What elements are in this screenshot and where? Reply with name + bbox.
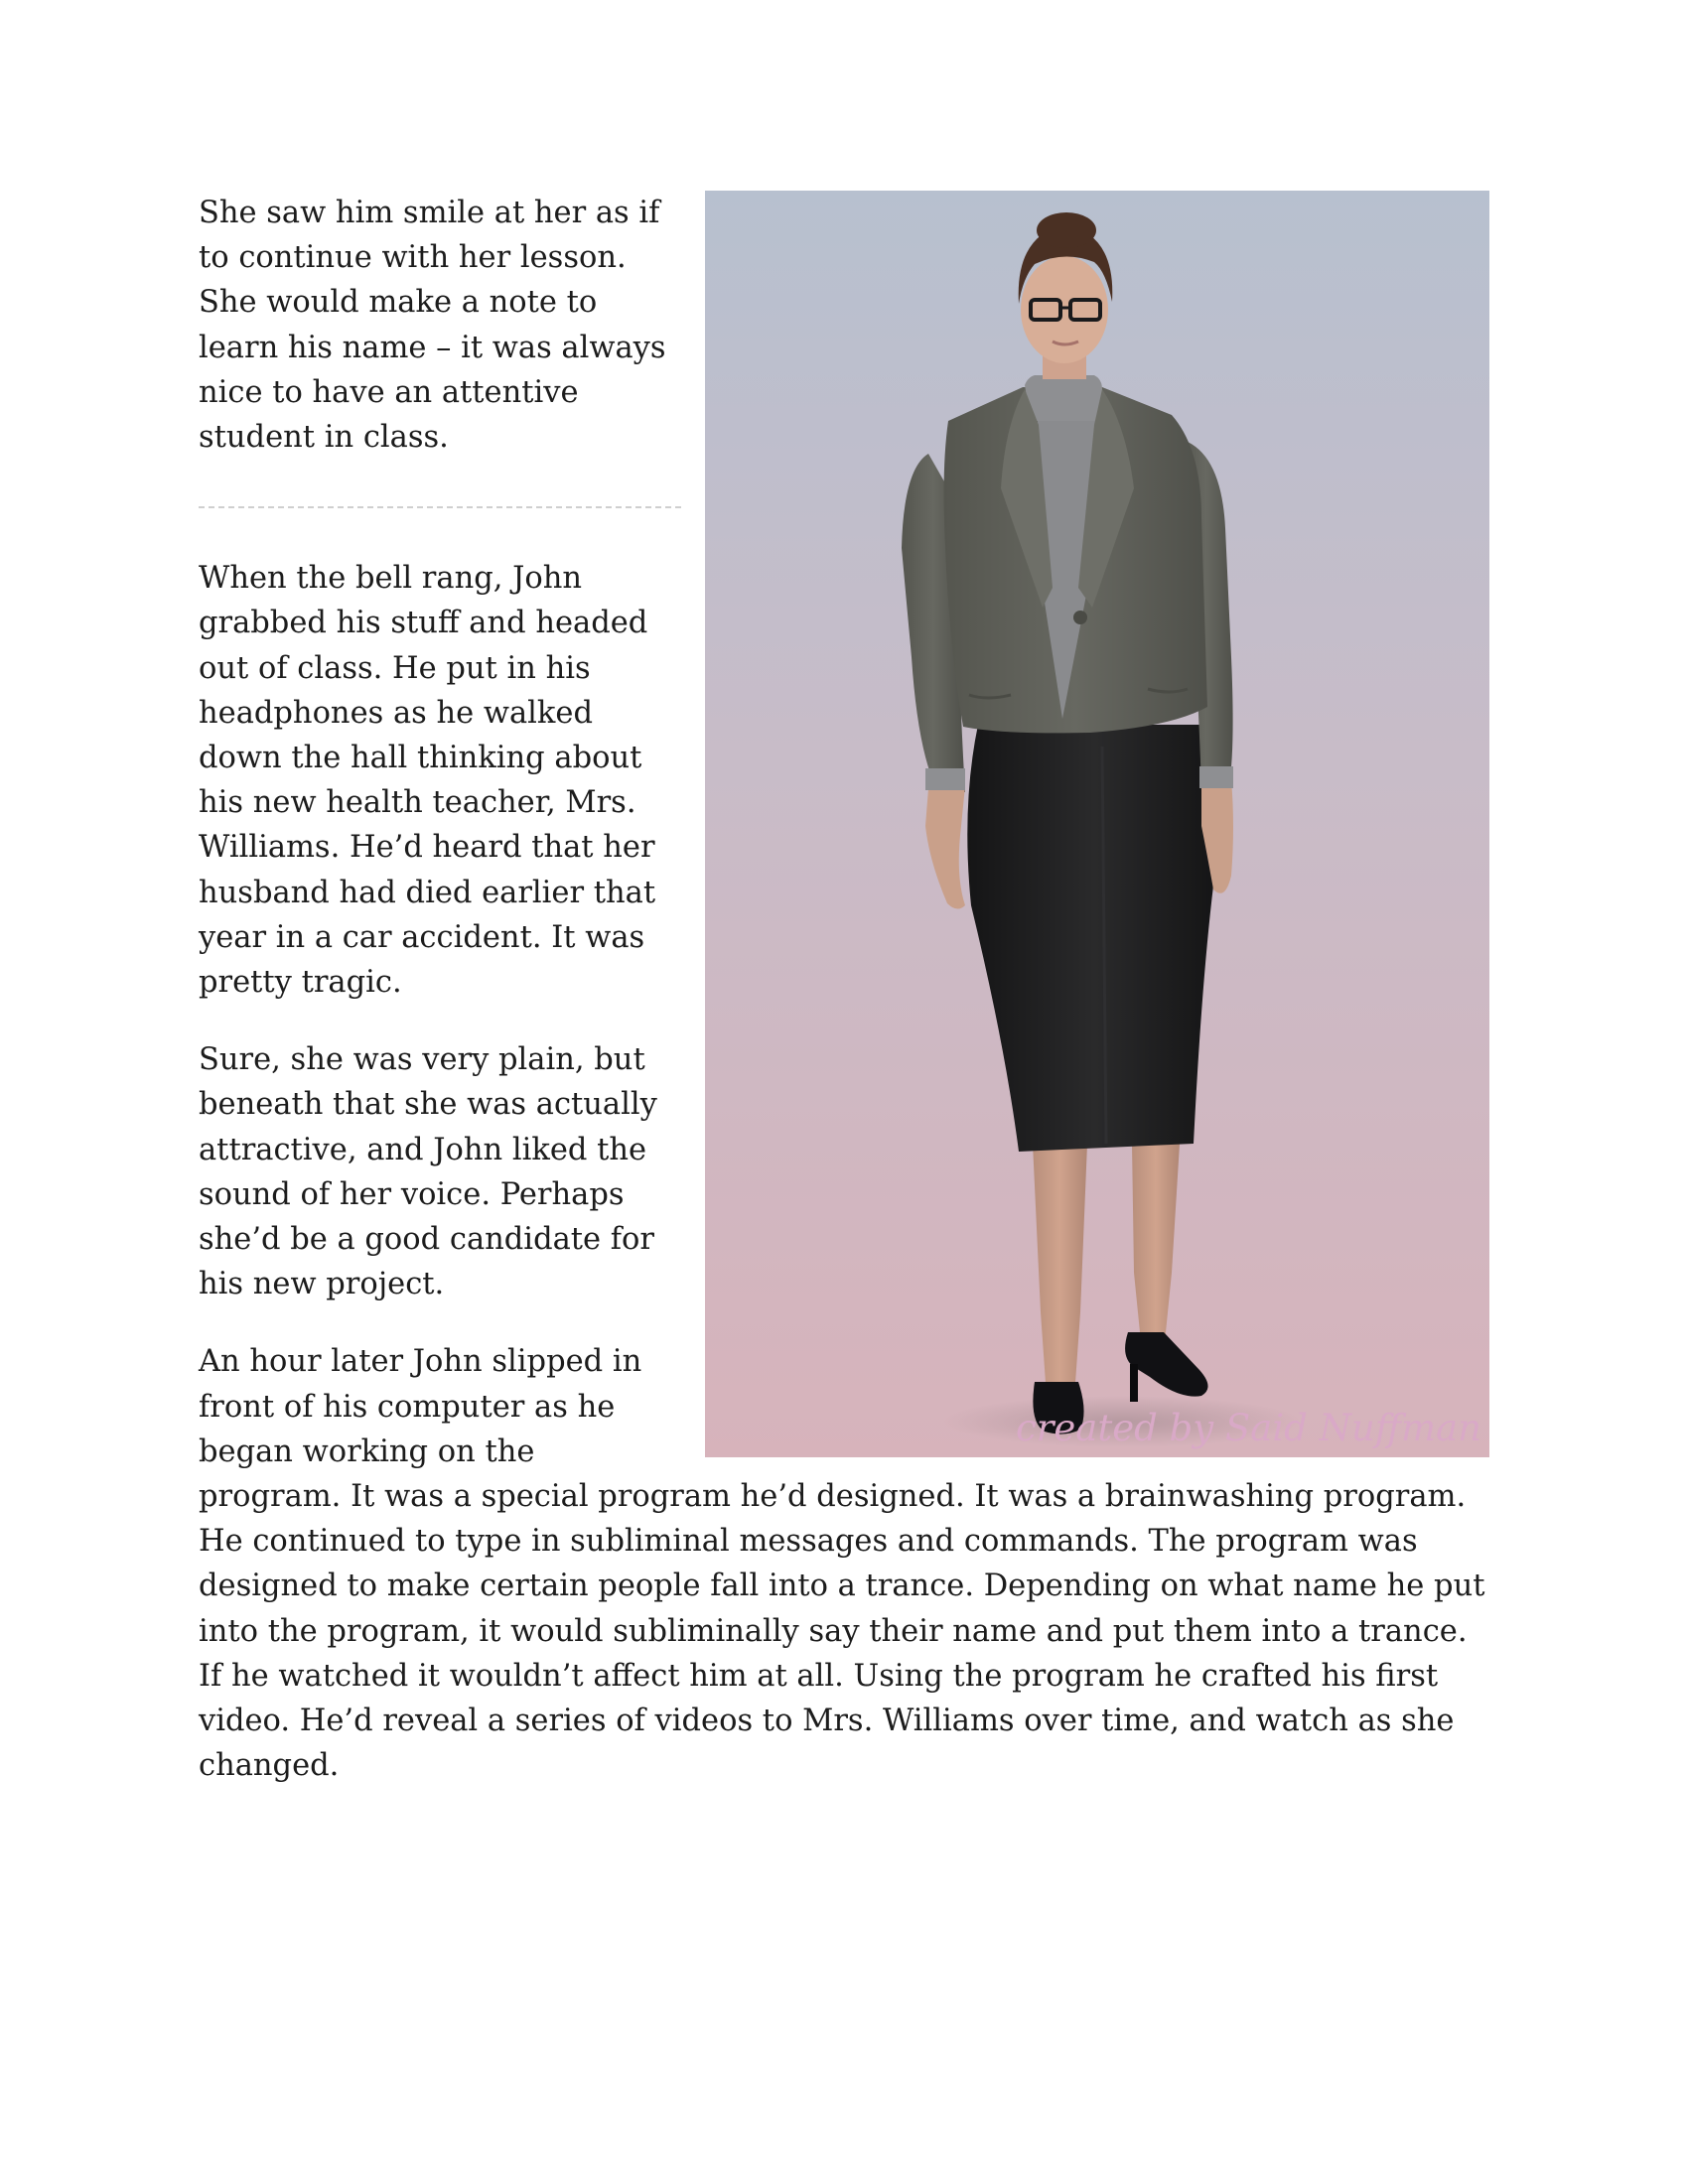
teacher-illustration [705,191,1489,1457]
section-divider [199,506,681,508]
teacher-figure-svg [705,191,1489,1457]
document-page [199,191,1489,1822]
paragraph-3: Sure, she was very plain, but beneath that she was actually attractive, and John liked the sound of her voice. Perhaps she’d be a good candidate for his new project. [199,1042,657,1302]
paragraph-1: She saw him smile at her as if to continue with her lesson. She would make a note to learn his name – it was always nice to have an attentive student in class. [199,196,666,456]
paragraph-2: When the bell rang, John grabbed his stuff and headed out of class. He put in his headphones as he walked down the hall thinking about his new health teacher, Mrs. Williams. He’d heard that her husband had died earlier that year in a car accident. It was pretty tragic. [199,561,656,1001]
illustration-watermark: created by Said Nuffman [1015,1407,1481,1449]
paragraph-4: An hour later John slipped in front of his computer as he began working on the program. It was a special program he’d designed. It was a brainwashing program. He continued to type in subliminal messages and commands. The program was designed to make certain people fall into a trance. Depending on what name he put into the program, it would subliminally say their name and put them into a trance. If he watched it wouldn’t affect him at all. Using the program he crafted his first video. He’d reveal a series of videos to Mrs. Williams over time, and watch as she changed. [199,1344,1485,1784]
